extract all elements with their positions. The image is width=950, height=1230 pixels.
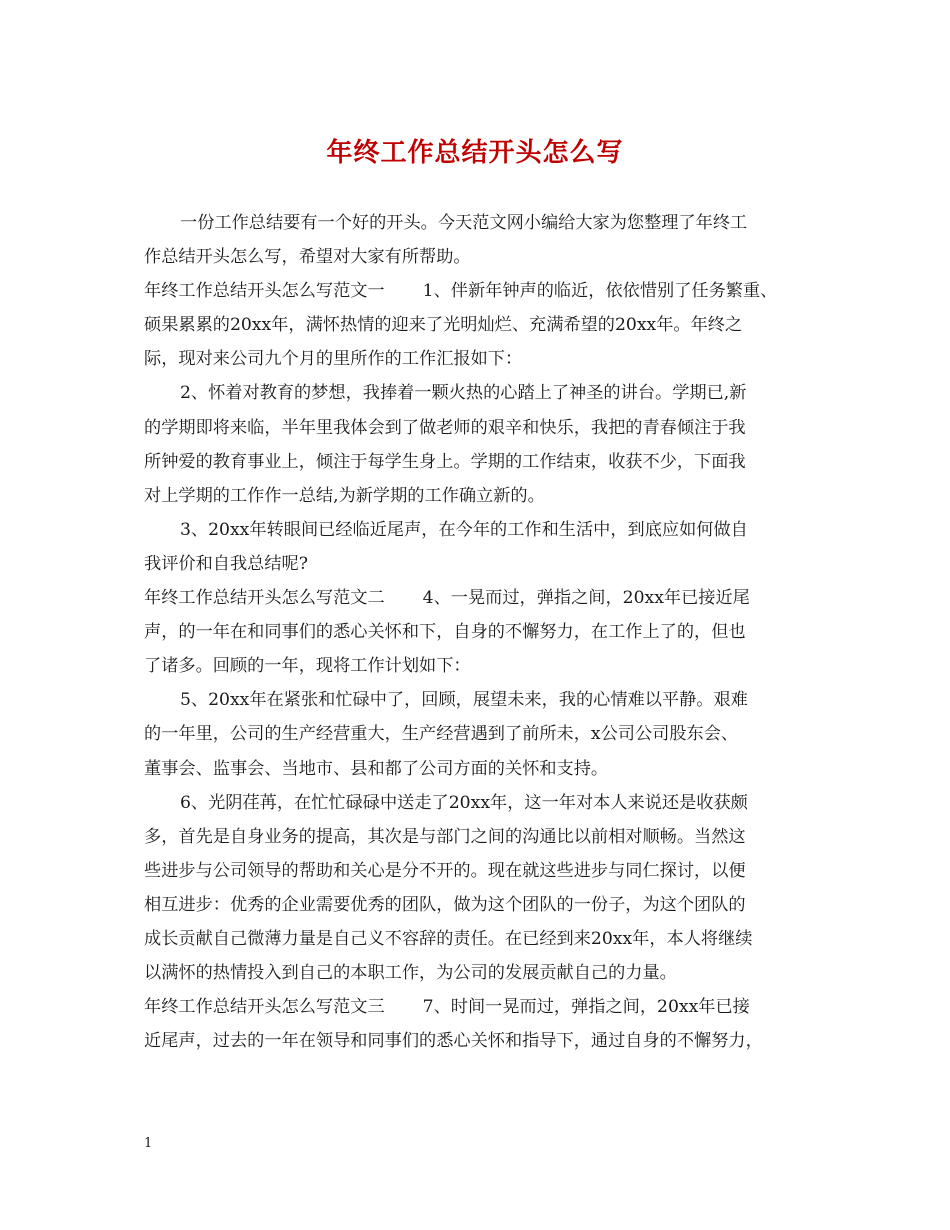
text-line <box>144 854 806 888</box>
text-line <box>144 513 806 547</box>
line-text: 4、一晃而过，弹指之间，20xx年已接近尾 <box>422 588 750 609</box>
text-line <box>144 411 806 445</box>
line-text: 所钟爱的教育事业上，倾注于每学生身上。学期的工作结束，收获不少，下面我 <box>144 451 746 472</box>
text-line <box>144 1024 806 1058</box>
text-line <box>144 240 806 274</box>
text-line <box>144 206 806 240</box>
text-line <box>144 752 806 786</box>
section-heading: 年终工作总结开头怎么写范文一 <box>144 281 385 302</box>
line-text: 以满怀的热情投入到自己的本职工作，为公司的发展贡献自己的力量。 <box>144 963 677 984</box>
text-line <box>144 683 806 717</box>
section-heading: 年终工作总结开头怎么写范文三 <box>144 997 385 1018</box>
text-line <box>144 376 806 410</box>
page-number: 1 <box>144 1136 153 1151</box>
line-text: 硕果累累的20xx年，满怀热情的迎来了光明灿烂、充满希望的20xx年。年终之 <box>144 315 743 336</box>
line-text: 我评价和自我总结呢? <box>144 553 308 574</box>
text-line <box>144 445 806 479</box>
line-text: 董事会、监事会、当地市、县和都了公司方面的关怀和支持。 <box>144 758 609 779</box>
text-line <box>144 956 806 990</box>
line-text: 的一年里，公司的生产经营重大，生产经营遇到了前所未，x公司公司股东会、 <box>144 724 739 745</box>
line-text: 7、时间一晃而过，弹指之间，20xx年已接 <box>422 997 750 1018</box>
text-line <box>144 479 806 513</box>
line-text: 多，首先是自身业务的提高，其次是与部门之间的沟通比以前相对顺畅。当然这 <box>144 826 746 847</box>
text-line <box>144 274 806 308</box>
line-text: 一份工作总结要有一个好的开头。今天范文网小编给大家为您整理了年终工 <box>180 213 748 233</box>
line-text: 的学期即将来临，半年里我体会到了做老师的艰辛和快乐，我把的青春倾注于我 <box>144 417 746 438</box>
text-line <box>144 342 806 376</box>
line-text: 2、怀着对教育的梦想，我捧着一颗火热的心踏上了神圣的讲台。学期已,新 <box>180 383 747 404</box>
text-line <box>144 820 806 854</box>
line-text: 对上学期的工作作一总结,为新学期的工作确立新的。 <box>144 485 545 506</box>
line-text: 些进步与公司领导的帮助和关心是分不开的。现在就这些进步与同仁探讨，以便 <box>144 860 746 881</box>
line-text: 近尾声，过去的一年在领导和同事们的悉心关怀和指导下，通过自身的不懈努力， <box>144 1031 763 1052</box>
text-line <box>144 990 806 1024</box>
line-text: 声，的一年在和同事们的悉心关怀和下，自身的不懈努力，在工作上了的，但也 <box>144 622 746 643</box>
text-line <box>144 308 806 342</box>
text-line <box>144 547 806 581</box>
text-line <box>144 615 806 649</box>
line-text: 了诸多。回顾的一年，现将工作计划如下： <box>144 656 471 677</box>
text-line <box>144 888 806 922</box>
line-text: 际，现对来公司九个月的里所作的工作汇报如下： <box>144 349 523 370</box>
line-text: 相互进步：优秀的企业需要优秀的团队，做为这个团队的一份子，为这个团队的 <box>144 894 746 915</box>
line-text: 成长贡献自己微薄力量是自己义不容辞的责任。在已经到来20xx年，本人将继续 <box>144 928 753 949</box>
line-text: 6、光阴荏苒，在忙忙碌碌中送走了20xx年，这一年对本人来说还是收获颇 <box>180 792 748 813</box>
document-title: 年终工作总结开头怎么写 <box>326 138 624 168</box>
line-text: 1、伴新年钟声的临近，依依惜别了任务繁重、 <box>422 281 778 302</box>
text-line <box>144 581 806 615</box>
document-body <box>144 206 806 1058</box>
text-line <box>144 922 806 956</box>
text-line <box>144 717 806 751</box>
line-text: 作总结开头怎么写，希望对大家有所帮助。 <box>144 247 471 268</box>
line-text: 5、20xx年在紧张和忙碌中了，回顾，展望未来，我的心情难以平静。艰难 <box>180 690 748 711</box>
section-heading: 年终工作总结开头怎么写范文二 <box>144 588 385 609</box>
line-text: 3、20xx年转眼间已经临近尾声，在今年的工作和生活中，到底应如何做自 <box>180 519 748 540</box>
text-line <box>144 786 806 820</box>
text-line <box>144 649 806 683</box>
